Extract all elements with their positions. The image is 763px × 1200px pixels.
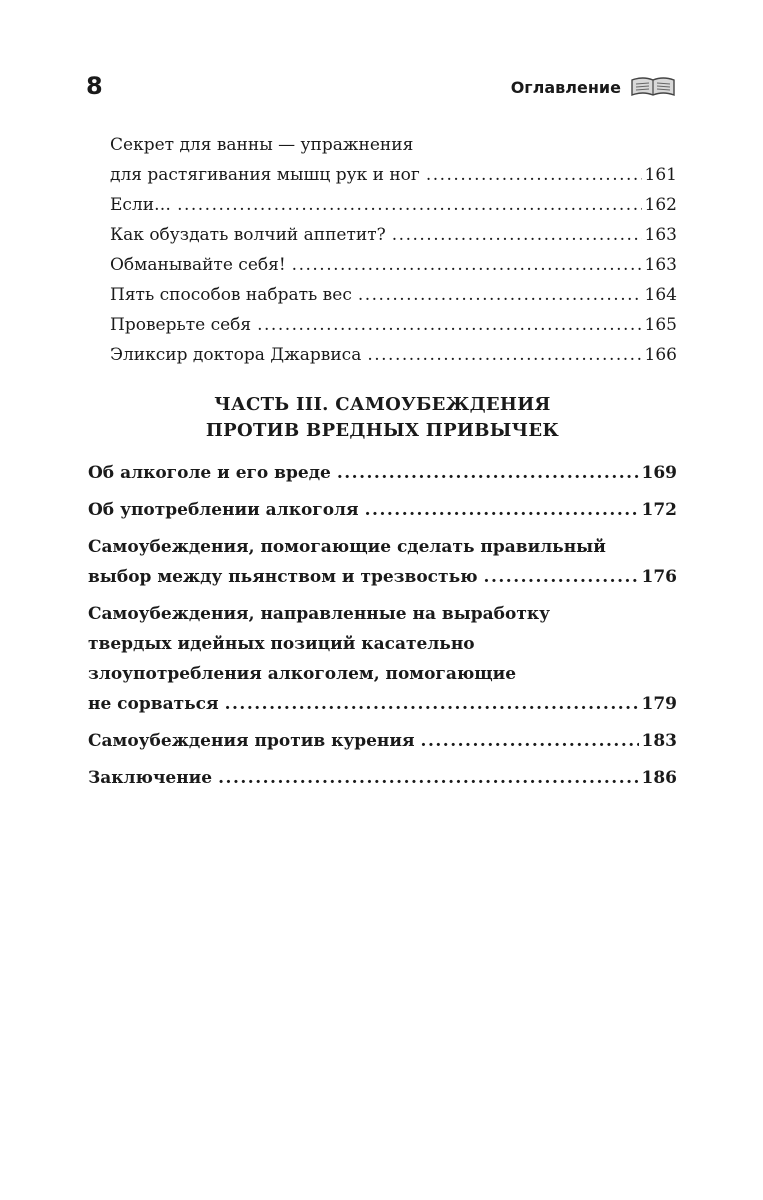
toc-entry-page: 163 bbox=[644, 255, 677, 275]
toc-entry-title: Заключение bbox=[88, 768, 213, 788]
dot-leader bbox=[421, 726, 639, 756]
toc-entry bbox=[88, 250, 677, 280]
dot-leader bbox=[484, 562, 639, 592]
toc-entry-leader-line bbox=[110, 310, 677, 340]
toc-entry-title: Самоубеждения против курения bbox=[88, 731, 415, 751]
dot-leader bbox=[337, 458, 639, 488]
toc-entry-leader-line bbox=[88, 763, 677, 793]
toc-entry bbox=[88, 726, 677, 756]
toc-entry-leader-line bbox=[110, 340, 677, 370]
toc-entry-title-line: Самоубеждения, направленные на выработку bbox=[88, 604, 551, 624]
running-title: Оглавление bbox=[510, 77, 621, 97]
toc-entry-leader-line bbox=[88, 495, 677, 525]
dot-leader bbox=[177, 190, 641, 220]
dot-leader bbox=[218, 763, 638, 793]
toc-entry bbox=[88, 220, 677, 250]
toc-entry-title: Эликсир доктора Джарвиса bbox=[110, 345, 362, 365]
toc-entry bbox=[88, 495, 677, 525]
toc-entry-leader-line bbox=[110, 190, 677, 220]
toc-entry-page: 166 bbox=[644, 345, 677, 365]
toc-entry bbox=[88, 190, 677, 220]
toc-entry-page: 183 bbox=[641, 731, 677, 751]
toc-entry-leader-line bbox=[110, 280, 677, 310]
toc-entry-title: выбор между пьянством и трезвостью bbox=[88, 567, 478, 587]
toc-entry-page: 176 bbox=[641, 567, 677, 587]
dot-leader bbox=[426, 160, 642, 190]
toc-entry-leader-line bbox=[88, 726, 677, 756]
toc-entry-title-line: Секрет для ванны — упражнения bbox=[110, 135, 414, 155]
toc-entry bbox=[88, 599, 677, 719]
running-head bbox=[511, 74, 677, 100]
part-heading-line: ПРОТИВ ВРЕДНЫХ ПРИВЫЧЕК bbox=[205, 420, 560, 441]
toc-entry-page: 163 bbox=[644, 225, 677, 245]
toc-entry-title-line: твердых идейных позиций касательно bbox=[88, 634, 475, 654]
toc-entry-leader-line bbox=[110, 220, 677, 250]
toc-entry-leader-line bbox=[110, 160, 677, 190]
toc-entry-page: 165 bbox=[644, 315, 677, 335]
dot-leader bbox=[367, 340, 641, 370]
toc-entry-page: 186 bbox=[641, 768, 677, 788]
toc-entry bbox=[88, 763, 677, 793]
toc-entry-page: 161 bbox=[644, 165, 677, 185]
toc-entry-title: для растягивания мышц рук и ног bbox=[110, 165, 420, 185]
dot-leader bbox=[257, 310, 641, 340]
toc-entry bbox=[88, 280, 677, 310]
page-number: 8 bbox=[86, 72, 103, 100]
toc-entry-page: 179 bbox=[641, 694, 677, 714]
toc-entry-leader-line bbox=[110, 250, 677, 280]
dot-leader bbox=[292, 250, 642, 280]
book-icon bbox=[629, 75, 677, 99]
toc-entry-title: Проверьте себя bbox=[110, 315, 252, 335]
toc-entry bbox=[88, 340, 677, 370]
toc-entry-page: 172 bbox=[641, 500, 677, 520]
toc-entry-title: Об употреблении алкоголя bbox=[88, 500, 359, 520]
part-heading bbox=[88, 392, 677, 444]
toc-entry-page: 162 bbox=[644, 195, 677, 215]
toc-entry-title: Если… bbox=[110, 195, 172, 215]
toc-main-list bbox=[88, 458, 677, 800]
dot-leader bbox=[225, 689, 639, 719]
dot-leader bbox=[392, 220, 642, 250]
toc-entry bbox=[88, 532, 677, 592]
toc-entry bbox=[88, 310, 677, 340]
toc-entry-leader-line bbox=[88, 562, 677, 592]
toc-entry-title: Как обуздать волчий аппетит? bbox=[110, 225, 386, 245]
dot-leader bbox=[365, 495, 639, 525]
toc-entry bbox=[88, 458, 677, 488]
toc-entry-title: Об алкоголе и его вреде bbox=[88, 463, 331, 483]
dot-leader bbox=[358, 280, 642, 310]
toc-subsection-list bbox=[88, 130, 677, 370]
part-heading-line: ЧАСТЬ III. САМОУБЕЖДЕНИЯ bbox=[214, 394, 551, 415]
toc-entry-title-line: злоупотребления алкоголем, помогающие bbox=[88, 664, 517, 684]
toc-entry-page: 169 bbox=[641, 463, 677, 483]
toc-entry-leader-line bbox=[88, 458, 677, 488]
toc-entry-page: 164 bbox=[644, 285, 677, 305]
toc-entry-leader-line bbox=[88, 689, 677, 719]
toc-entry-title: Пять способов набрать вес bbox=[110, 285, 352, 305]
toc-entry-title: не сорваться bbox=[88, 694, 219, 714]
toc-entry-title-line: Самоубеждения, помогающие сделать правильный bbox=[88, 537, 606, 557]
toc-entry-title: Обманывайте себя! bbox=[110, 255, 286, 275]
toc-entry bbox=[88, 130, 677, 190]
